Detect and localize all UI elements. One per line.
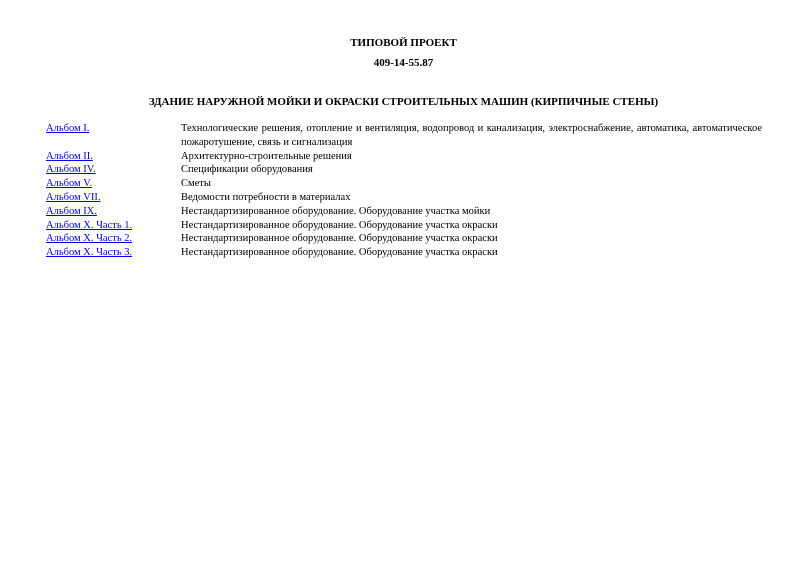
album-description: Архитектурно-строительные решения [181, 150, 352, 162]
album-link-5[interactable]: Альбом V. [46, 178, 93, 190]
album-description: Нестандартизированное оборудование. Оборудование участка окраски [181, 219, 498, 231]
album-description: Нестандартизированное оборудование. Оборудование участка мойки [181, 205, 491, 217]
album-link-2[interactable]: Альбом II. [46, 150, 93, 162]
album-link-7[interactable]: Альбом VII. [46, 191, 101, 203]
album-row [46, 177, 762, 191]
album-row [46, 246, 762, 260]
album-row [46, 219, 762, 233]
album-row [46, 191, 762, 205]
album-link-10-part-3[interactable]: Альбом X. Часть 3. [46, 247, 133, 259]
project-type-heading: ТИПОВОЙ ПРОЕКТ [350, 37, 457, 49]
album-description: Ведомости потребности в материалах [181, 191, 351, 203]
album-row [46, 150, 762, 164]
album-row [46, 205, 762, 219]
album-description: Нестандартизированное оборудование. Оборудование участка окраски [181, 233, 498, 245]
album-link-10-part-2[interactable]: Альбом X. Часть 2. [46, 233, 133, 245]
album-description: Технологические решения, отопление и вентиляция, водопровод и канализация, электроснабжение, автоматика, автоматическое пожаротушение, связь и сигнализация [181, 123, 762, 148]
album-link-1[interactable]: Альбом I. [46, 123, 90, 134]
album-list [46, 122, 762, 260]
album-description: Нестандартизированное оборудование. Оборудование участка окраски [181, 247, 498, 259]
album-link-9[interactable]: Альбом IX. [46, 205, 97, 217]
album-row [46, 232, 762, 246]
project-number-heading: 409-14-55.87 [373, 57, 434, 69]
album-link-10-part-1[interactable]: Альбом X. Часть 1. [46, 219, 133, 231]
album-description: Спецификации оборудования [181, 164, 313, 176]
album-row [46, 122, 762, 150]
building-title-heading: ЗДАНИЕ НАРУЖНОЙ МОЙКИ И ОКРАСКИ СТРОИТЕЛЬНЫХ МАШИН (КИРПИЧНЫЕ СТЕНЫ) [148, 96, 659, 108]
album-row [46, 163, 762, 177]
album-description: Сметы [181, 178, 211, 190]
album-link-4[interactable]: Альбом IV. [46, 164, 96, 176]
